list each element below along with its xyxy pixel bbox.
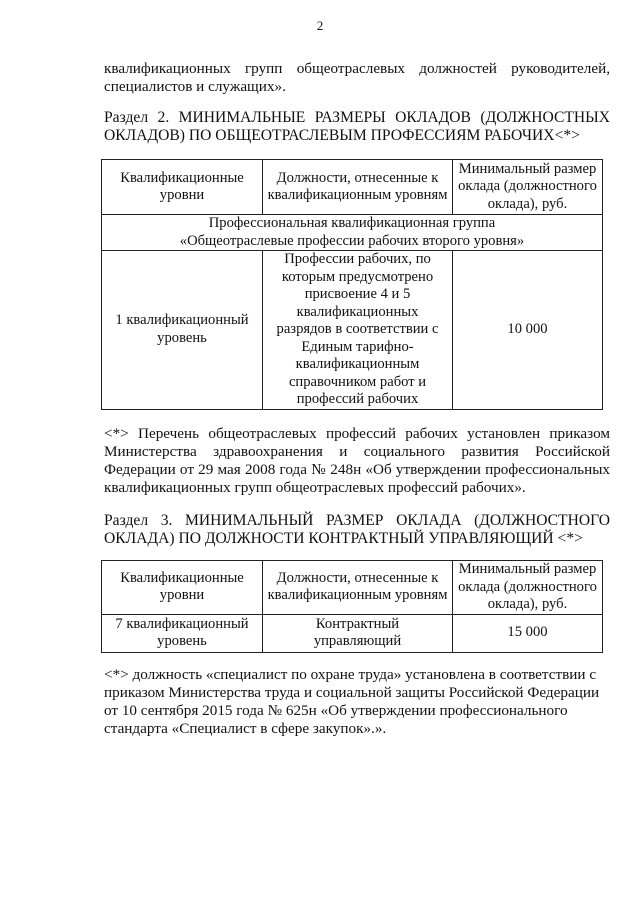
header-cell-salary: Минимальный размер оклада (должностного оклада), руб.	[453, 561, 603, 615]
header-cell-salary: Минимальный размер оклада (должностного оклада), руб.	[453, 160, 603, 215]
header-cell-levels: Квалификационные уровни	[102, 160, 263, 215]
section-2-heading	[104, 109, 610, 145]
heading-line: ОКЛАДОВ) ПО ОБЩЕОТРАСЛЕВЫМ ПРОФЕССИЯМ РАБОЧИХ<*>	[104, 127, 580, 144]
footnote-line: от 10 сентября 2015 года № 625н «Об утверждении профессионального	[104, 702, 568, 719]
salary-cell: 15 000	[453, 614, 603, 652]
heading-line: ОКЛАДА) ПО ДОЛЖНОСТИ КОНТРАКТНЫЙ УПРАВЛЯЮЩИЙ <*>	[104, 530, 583, 547]
section-3-footnote	[104, 666, 614, 738]
footnote-line: <*> Перечень общеотраслевых профессий рабочих установлен приказом	[104, 425, 610, 442]
heading-line: Раздел 3. МИНИМАЛЬНЫЙ РАЗМЕР ОКЛАДА (ДОЛЖНОСТНОГО	[104, 512, 610, 529]
header-cell-positions: Должности, отнесенные к квалификационным уровням	[263, 160, 453, 215]
footnote-line: <*> должность «специалист по охране труда» установлена в соответствии с	[104, 666, 597, 683]
intro-line: квалификационных групп общеотраслевых должностей руководителей,	[104, 60, 610, 77]
section-3-table	[101, 560, 603, 653]
level-cell: 1 квалификационный уровень	[102, 251, 263, 410]
intro-paragraph	[104, 60, 610, 96]
group-title-line: Профессиональная квалификационная группа	[208, 215, 496, 231]
salary-cell: 10 000	[453, 251, 603, 410]
section-3-heading	[104, 512, 610, 548]
page-number: 2	[316, 18, 324, 33]
footnote-line: квалификационных групп общеотраслевых профессий рабочих».	[104, 479, 526, 496]
footnote-line: приказом Министерства труда и социальной защиты Российской Федерации	[104, 684, 600, 701]
header-cell-positions: Должности, отнесенные к квалификационным уровням	[263, 561, 453, 615]
position-cell: Профессии рабочих, по которым предусмотрено присвоение 4 и 5 квалификационных разрядов в соответствии с Единым тарифно-квалификационным справочником работ и профессий рабочих	[263, 251, 453, 410]
footnote-line: стандарта «Специалист в сфере закупок».».	[104, 720, 387, 737]
footnote-line: Федерации от 29 мая 2008 года № 248н «Об утверждении профессиональных	[104, 461, 610, 478]
section-2-table	[101, 159, 603, 410]
section-2-footnote	[104, 425, 610, 497]
group-title-line: «Общеотраслевые профессии рабочих второго уровня»	[179, 232, 525, 249]
heading-line: Раздел 2. МИНИМАЛЬНЫЕ РАЗМЕРЫ ОКЛАДОВ (ДОЛЖНОСТНЫХ	[104, 109, 610, 126]
group-title-cell	[102, 215, 603, 251]
position-cell: Контрактный управляющий	[263, 614, 453, 652]
footnote-line: Министерства здравоохранения и социального развития Российской	[104, 443, 610, 460]
header-cell-levels: Квалификационные уровни	[102, 561, 263, 615]
intro-line: специалистов и служащих».	[104, 78, 286, 95]
level-cell: 7 квалификационный уровень	[102, 614, 263, 652]
